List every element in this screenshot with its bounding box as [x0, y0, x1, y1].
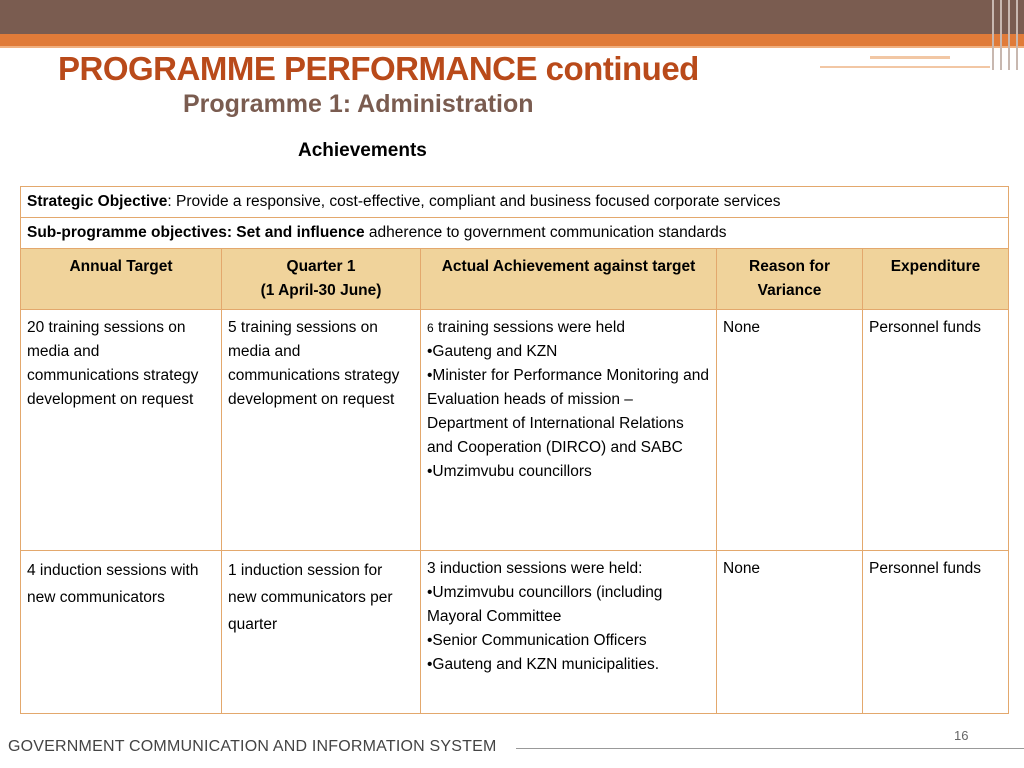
header-accent-band [0, 34, 1024, 46]
header-quarter1-line2: (1 April-30 June) [260, 282, 382, 299]
achievement-bullet: •Senior Communication Officers [427, 632, 647, 649]
subprogramme-cell [21, 218, 1009, 249]
expenditure-cell: Personnel funds [863, 310, 1009, 551]
quarter1-cell: 5 training sessions on media and communications strategy development on request [222, 310, 421, 551]
strategic-objective-label: Strategic Objective [27, 193, 168, 210]
achievement-intro [427, 319, 625, 336]
header-row [21, 249, 1009, 310]
achievement-bullet: •Umzimvubu councillors (including Mayoral Committee [427, 584, 663, 625]
footer-line [516, 748, 1024, 749]
header-achievement: Actual Achievement against target [421, 249, 717, 310]
annual-target-cell: 20 training sessions on media and communications strategy development on request [21, 310, 222, 551]
table-row [21, 310, 1009, 551]
page-number: 16 [954, 728, 969, 743]
expenditure-cell: Personnel funds [863, 551, 1009, 714]
achievement-bullet: •Minister for Performance Monitoring and Evaluation heads of mission – Department of International Relations and Cooperation (DIRCO) and SABC [427, 367, 709, 456]
decorative-line [820, 66, 990, 68]
header-quarter1 [222, 249, 421, 310]
header-annual-target: Annual Target [21, 249, 222, 310]
header-accent-line [0, 46, 1024, 48]
performance-table [20, 186, 1009, 714]
strategic-objective-text: : Provide a responsive, cost-effective, compliant and business focused corporate services [167, 193, 781, 210]
reason-cell: None [717, 551, 863, 714]
strategic-objective-row [21, 187, 1009, 218]
section-heading: Achievements [298, 140, 427, 161]
achievement-bullet: •Umzimvubu councillors [427, 463, 592, 480]
achievement-count: 6 [427, 321, 434, 335]
table-row [21, 551, 1009, 714]
achievement-bullet: •Gauteng and KZN municipalities. [427, 656, 660, 673]
header-reason [717, 249, 863, 310]
header-quarter1-line1: Quarter 1 [286, 258, 356, 275]
header-bar [0, 0, 1024, 34]
achievement-cell [421, 551, 717, 714]
decorative-side-lines [988, 0, 1024, 70]
slide-subtitle: Programme 1: Administration [183, 90, 534, 118]
reason-cell: None [717, 310, 863, 551]
annual-target-cell: 4 induction sessions with new communicators [21, 551, 222, 714]
header-reason-line1: Reason for [749, 258, 830, 275]
quarter1-cell: 1 induction session for new communicators per quarter [222, 551, 421, 714]
subprogramme-text: adherence to government communication standards [364, 224, 727, 241]
achievement-bullet: •Gauteng and KZN [427, 343, 558, 360]
subprogramme-row [21, 218, 1009, 249]
footer-text: GOVERNMENT COMMUNICATION AND INFORMATION SYSTEM [8, 738, 497, 755]
achievement-intro-text: training sessions were held [433, 319, 625, 336]
subprogramme-label: Sub-programme objectives: Set and influence [27, 224, 365, 241]
decorative-line [870, 56, 950, 59]
achievement-intro: 3 induction sessions were held: [427, 560, 643, 577]
achievement-cell [421, 310, 717, 551]
strategic-objective-cell [21, 187, 1009, 218]
header-expenditure: Expenditure [863, 249, 1009, 310]
slide-title: PROGRAMME PERFORMANCE continued [58, 50, 699, 87]
header-reason-line2: Variance [757, 282, 822, 299]
